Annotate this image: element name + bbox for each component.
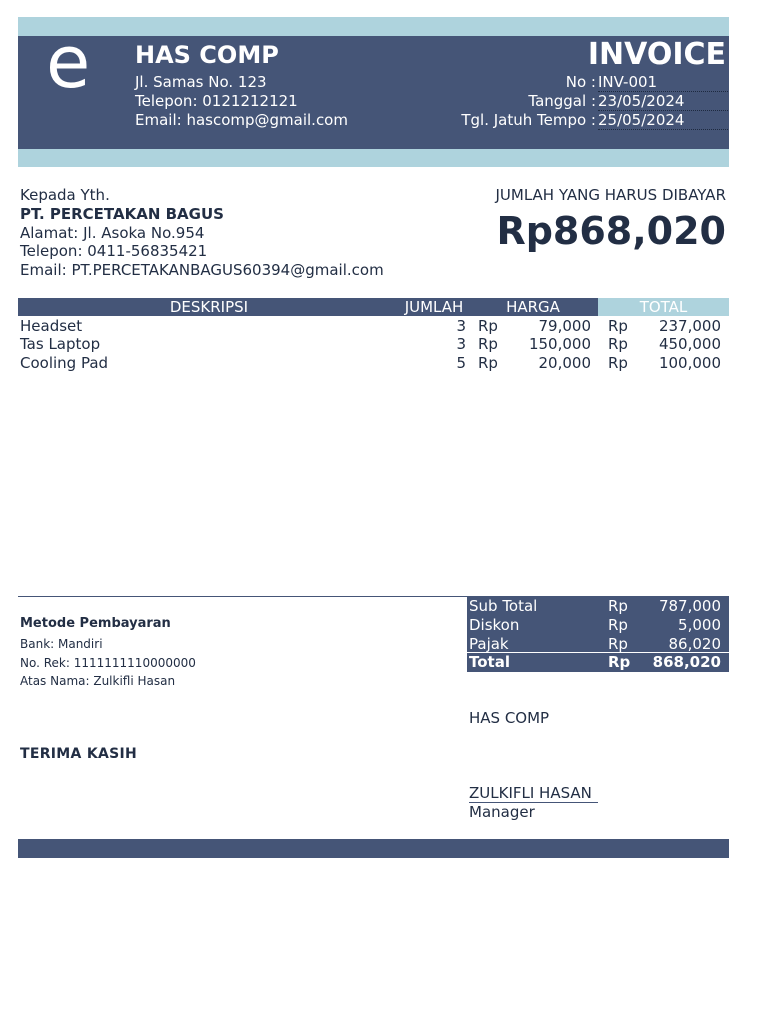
row-description: Headset	[20, 317, 83, 335]
signature-name: ZULKIFLI HASAN	[469, 784, 598, 803]
amount-due-value: Rp868,020	[496, 209, 726, 253]
company-email: Email: hascomp@gmail.com	[135, 111, 348, 129]
row-quantity: 3	[456, 335, 466, 353]
footer-band	[18, 839, 729, 858]
header-top-band	[18, 17, 729, 36]
company-phone: Telepon: 0121212121	[135, 92, 298, 110]
company-name: HAS COMP	[135, 41, 279, 69]
total-value: 868,020	[652, 653, 721, 671]
header-bottom-band	[18, 149, 729, 167]
row-total: 237,000	[658, 317, 721, 335]
row-total-currency: Rp	[608, 354, 628, 372]
row-description: Tas Laptop	[20, 335, 101, 353]
header-price: HARGA	[506, 298, 560, 316]
client-phone: Telepon: 0411-56835421	[20, 242, 208, 260]
row-price: 150,000	[528, 335, 591, 353]
row-total: 450,000	[658, 335, 721, 353]
invoice-date-label: Tanggal :	[528, 92, 596, 110]
client-address: Alamat: Jl. Asoka No.954	[20, 224, 205, 242]
discount-currency: Rp	[608, 616, 628, 634]
client-to-label: Kepada Yth.	[20, 186, 110, 204]
row-price: 20,000	[538, 354, 591, 372]
header-description: DESKRIPSI	[169, 298, 249, 316]
payment-title: Metode Pembayaran	[20, 616, 171, 631]
signature-role: Manager	[469, 803, 535, 821]
subtotal-value: 787,000	[658, 597, 721, 615]
row-quantity: 5	[456, 354, 466, 372]
payment-holder: Atas Nama: Zulkifli Hasan	[20, 674, 176, 688]
payment-account: No. Rek: 1111111110000000	[20, 656, 196, 670]
row-price: 79,000	[538, 317, 591, 335]
client-name: PT. PERCETAKAN BAGUS	[20, 205, 224, 223]
client-email: Email: PT.PERCETAKANBAGUS60394@gmail.com	[20, 261, 384, 279]
row-price-currency: Rp	[478, 317, 498, 335]
invoice-title: INVOICE	[587, 37, 726, 72]
invoice-no-value: INV-001	[598, 73, 728, 92]
tax-currency: Rp	[608, 635, 628, 653]
header-quantity: JUMLAH	[404, 298, 464, 316]
invoice-date-value: 23/05/2024	[598, 92, 728, 111]
tax-label: Pajak	[469, 635, 509, 653]
discount-value: 5,000	[678, 616, 721, 634]
thank-you-text: TERIMA KASIH	[20, 746, 138, 762]
invoice-no-label: No :	[565, 73, 596, 91]
subtotal-label: Sub Total	[469, 597, 538, 615]
discount-label: Diskon	[469, 616, 520, 634]
company-address: Jl. Samas No. 123	[135, 73, 267, 91]
total-currency: Rp	[608, 653, 631, 671]
row-price-currency: Rp	[478, 335, 498, 353]
row-quantity: 3	[456, 317, 466, 335]
signature-company: HAS COMP	[469, 709, 550, 727]
subtotal-currency: Rp	[608, 597, 628, 615]
total-label: Total	[469, 653, 510, 671]
tax-value: 86,020	[668, 635, 721, 653]
payment-bank: Bank: Mandiri	[20, 637, 103, 651]
row-total-currency: Rp	[608, 317, 628, 335]
row-description: Cooling Pad	[20, 354, 109, 372]
row-price-currency: Rp	[478, 354, 498, 372]
invoice-due-value: 25/05/2024	[598, 111, 728, 130]
company-logo: e	[46, 20, 91, 104]
row-total: 100,000	[658, 354, 721, 372]
invoice-due-label: Tgl. Jatuh Tempo :	[461, 111, 596, 129]
amount-due-label: JUMLAH YANG HARUS DIBAYAR	[495, 186, 726, 204]
header-total: TOTAL	[639, 298, 688, 316]
row-total-currency: Rp	[608, 335, 628, 353]
